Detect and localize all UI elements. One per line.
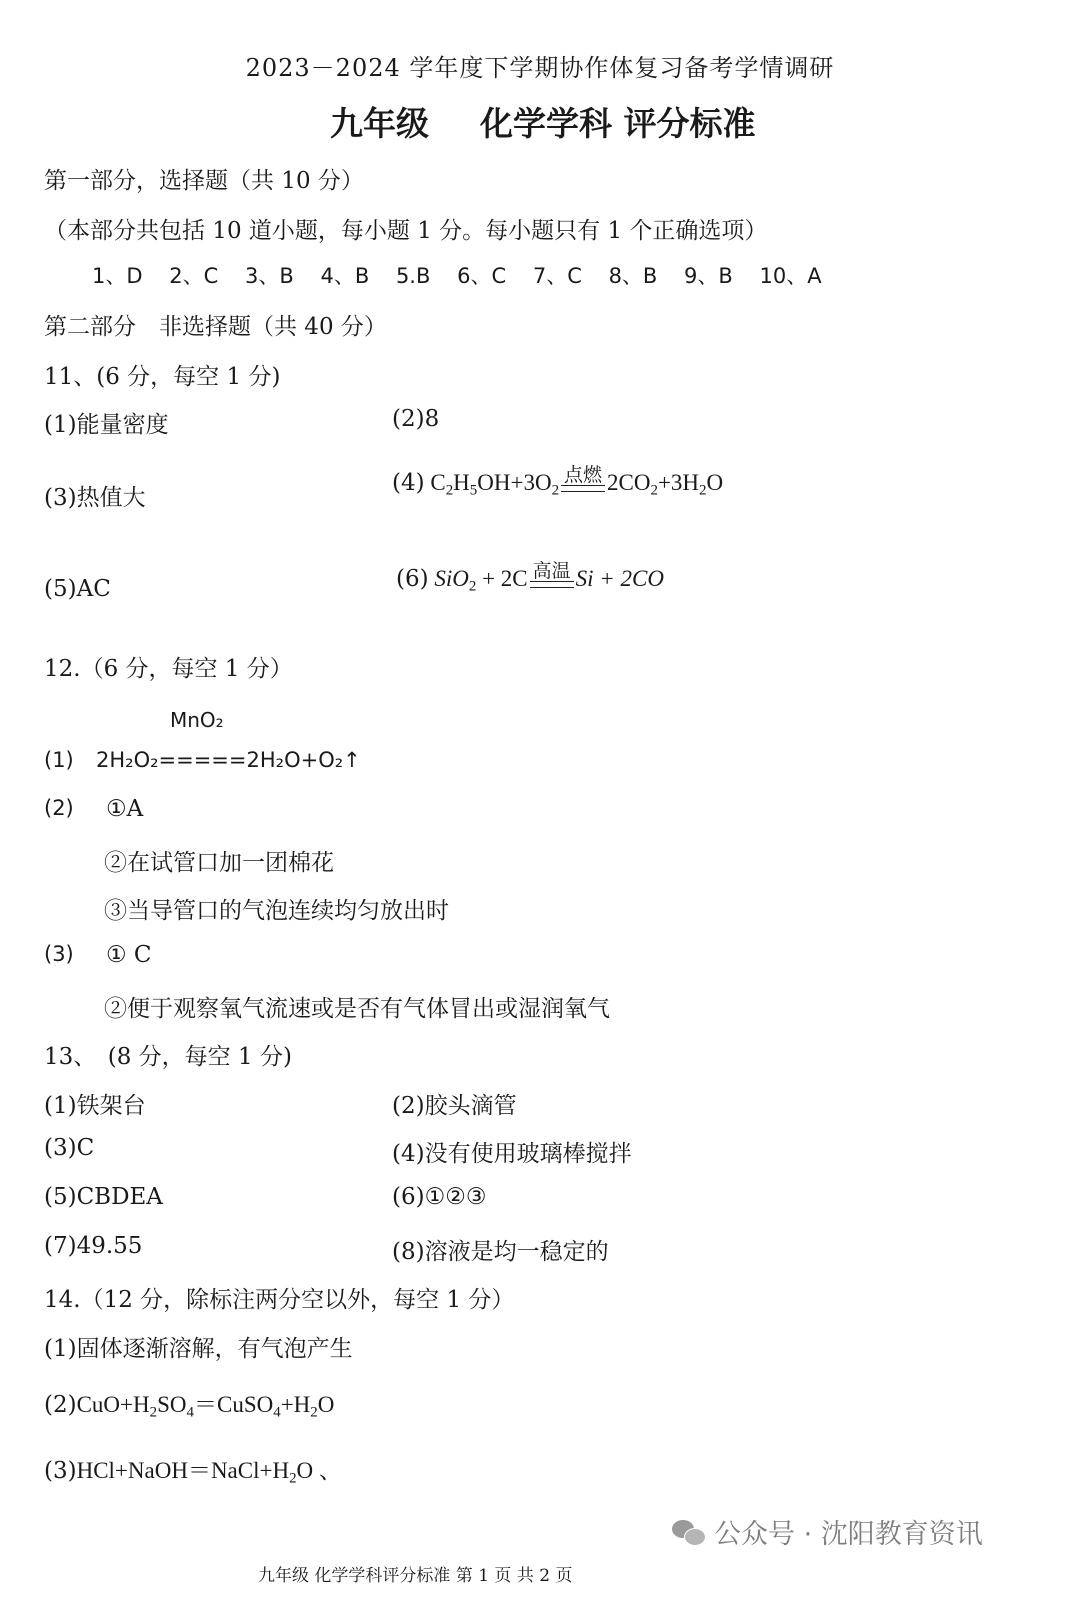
q13-answer-2: (2)胶头滴管 bbox=[392, 1093, 517, 1119]
watermark bbox=[672, 1512, 983, 1551]
document-title: 2023－2024 学年度下学期协作体复习备考学情调研 bbox=[245, 54, 835, 82]
part1-note: （本部分共包括 10 道小题，每小题 1 分。每小题只有 1 个正确选项） bbox=[44, 218, 768, 244]
q11-answer-5: (5)AC bbox=[44, 576, 111, 602]
answer-item: 4、B bbox=[320, 264, 370, 288]
ethanol-combustion-equation-left: $C_2H_5OH+3O_2$ bbox=[424, 470, 560, 499]
page-footer: 九年级 化学学科评分标准 第 1 页 共 2 页 bbox=[258, 1566, 573, 1586]
q12-answer-3-2: ②便于观察氧气流速或是否有气体冒出或湿润氧气 bbox=[104, 996, 610, 1022]
q13-answer-5: (5)CBDEA bbox=[44, 1184, 163, 1210]
part2-heading: 第二部分 非选择题（共 40 分） bbox=[44, 314, 387, 340]
subject-title: 化学学科 评分标准 bbox=[480, 104, 756, 143]
reaction-condition: 点燃 bbox=[564, 463, 603, 486]
answer-item: 6、C bbox=[457, 264, 507, 288]
copper-oxide-equation: $CuO+H_2SO_4=CuSO_4+H_2O$ bbox=[76, 1392, 335, 1421]
reaction-arrow bbox=[561, 465, 605, 492]
equal-sign-bars bbox=[561, 485, 605, 492]
q11-heading: 11、(6 分，每空 1 分) bbox=[44, 364, 281, 390]
part1-heading: 第一部分，选择题（共 10 分） bbox=[44, 168, 364, 194]
answer-item: 9、B bbox=[684, 264, 733, 288]
q11-answer-4 bbox=[392, 463, 724, 499]
q14-answer-2-label: (2) bbox=[44, 1392, 77, 1418]
q13-answer-1: (1)铁架台 bbox=[44, 1093, 146, 1119]
answer-item: 2、C bbox=[169, 264, 219, 288]
catalyst-label: MnO₂ bbox=[170, 708, 224, 732]
q12-answer-2-label: (2) bbox=[44, 796, 74, 820]
answer-item: 3、B bbox=[244, 264, 294, 288]
grade-title: 九年级 bbox=[330, 104, 429, 143]
q14-answer-2 bbox=[44, 1386, 334, 1419]
q11-answer-6 bbox=[396, 559, 664, 595]
q13-answer-4: (4)没有使用玻璃棒搅拌 bbox=[392, 1141, 632, 1167]
answer-item: 10、A bbox=[759, 264, 822, 288]
silicon-reduction-equation-left: SiO$_2$ + 2C bbox=[434, 566, 528, 595]
answer-item: 1、D bbox=[92, 264, 143, 288]
q12-answer-3-label: (3) bbox=[44, 942, 74, 966]
reaction-arrow bbox=[530, 561, 574, 588]
part1-answer-list bbox=[92, 260, 822, 290]
q13-heading: 13、 (8 分，每空 1 分) bbox=[44, 1044, 292, 1070]
answer-item: 7、C bbox=[532, 264, 582, 288]
q12-answer-3-1: ① C bbox=[106, 942, 152, 968]
q11-answer-3: (3)热值大 bbox=[44, 485, 146, 511]
q13-answer-8: (8)溶液是均一稳定的 bbox=[392, 1239, 609, 1265]
q11-answer-2: (2)8 bbox=[392, 406, 440, 432]
q12-answer-1-label: (1) bbox=[44, 748, 74, 772]
q12-answer-1: 2H₂O₂=====2H₂O+O₂↑ bbox=[96, 748, 361, 772]
watermark-text: 公众号 · 沈阳教育资讯 bbox=[714, 1519, 983, 1550]
q12-heading: 12.（6 分，每空 1 分） bbox=[44, 656, 293, 682]
q11-answer-4-label: (4) bbox=[392, 470, 425, 496]
q13-answer-3: (3)C bbox=[44, 1135, 95, 1161]
reaction-condition: 高温 bbox=[532, 559, 571, 582]
q14-heading: 14.（12 分，除标注两分空以外，每空 1 分） bbox=[44, 1287, 515, 1313]
q13-answer-7: (7)49.55 bbox=[44, 1233, 143, 1259]
q11-answer-6-label: (6) bbox=[396, 566, 429, 592]
ethanol-combustion-equation-right: $2CO_2+3H_2O$ bbox=[607, 470, 724, 499]
q11-answer-1: (1)能量密度 bbox=[44, 412, 169, 438]
q12-answer-2-1: ①A bbox=[106, 796, 144, 822]
silicon-reduction-equation-right: Si + 2CO bbox=[575, 566, 664, 591]
equal-sign-bars bbox=[530, 581, 574, 588]
answer-item: 5.B bbox=[395, 264, 431, 288]
q14-answer-1: (1)固体逐渐溶解，有气泡产生 bbox=[44, 1336, 353, 1362]
q12-answer-2-3: ③当导管口的气泡连续均匀放出时 bbox=[104, 898, 449, 924]
answer-item: 8、B bbox=[608, 264, 658, 288]
q14-answer-3-label: (3) bbox=[44, 1458, 77, 1484]
q12-answer-2-2: ②在试管口加一团棉花 bbox=[104, 850, 334, 876]
q13-answer-6: (6)①②③ bbox=[392, 1184, 487, 1210]
q14-answer-3 bbox=[44, 1452, 342, 1485]
wechat-icon bbox=[672, 1518, 706, 1546]
neutralization-equation: $HCl+NaOH=NaCl+H_2O$ 、 bbox=[76, 1458, 342, 1487]
